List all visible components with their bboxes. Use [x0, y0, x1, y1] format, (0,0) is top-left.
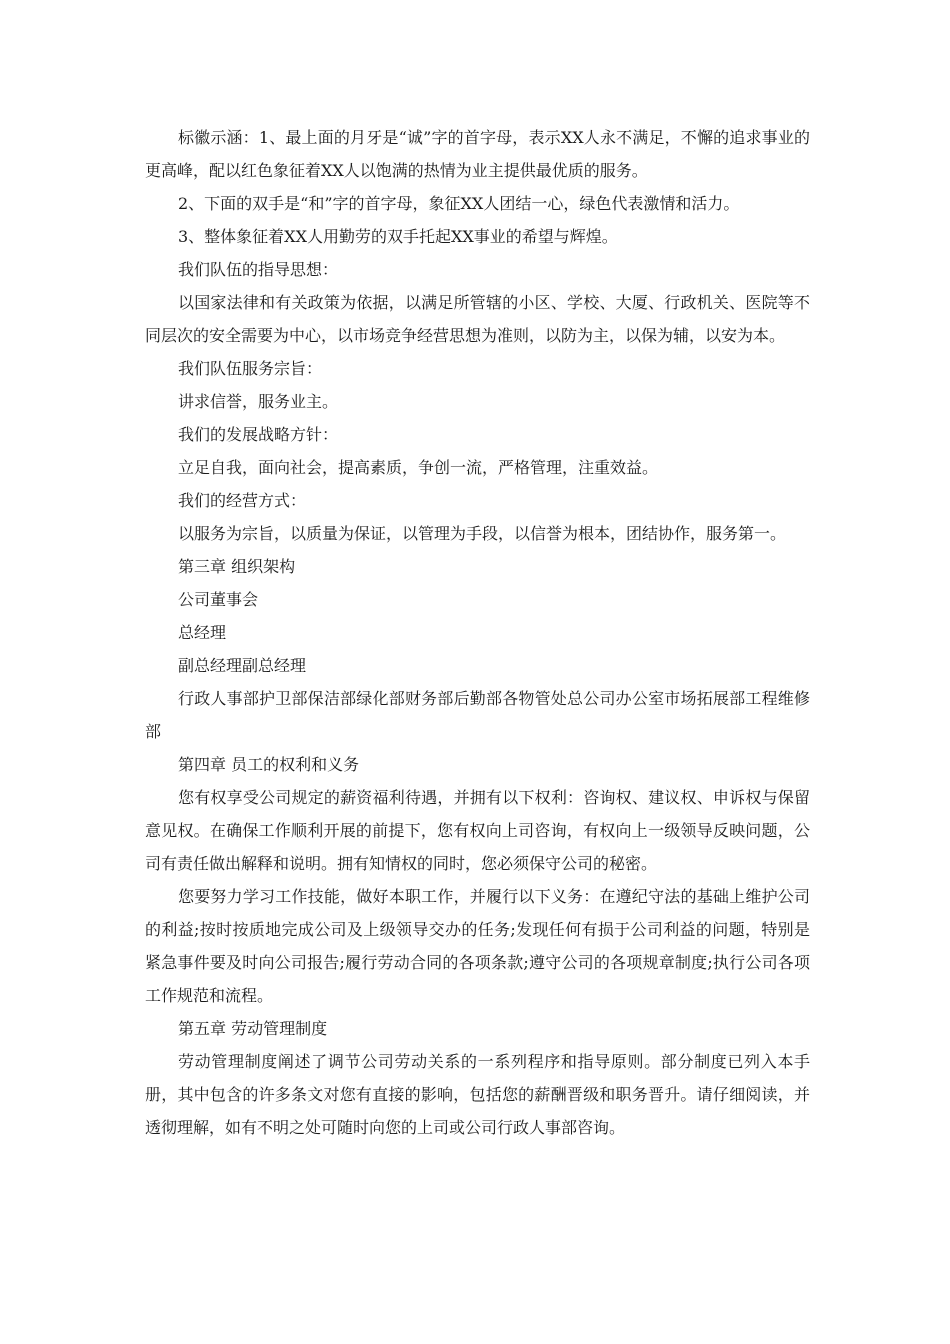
chapter-5-heading: 第五章 劳动管理制度 [178, 1019, 328, 1038]
employee-rights-paragraph: 您有权享受公司规定的薪资福利待遇，并拥有以下权利：咨询权、建议权、申诉权与保留意见权。在确保工作顺利开展的前提下，您有权向上司咨询，有权向上一级领导反映问题，公司有责任做出解释和说明。拥有知情权的同时，您必须保守公司的秘密。 [145, 788, 810, 873]
chapter-3-heading: 第三章 组织架构 [178, 557, 296, 576]
org-general-manager: 总经理 [178, 623, 227, 642]
business-mode-paragraph: 以服务为宗旨，以质量为保证，以管理为手段，以信誉为根本，团结协作，服务第一。 [178, 524, 787, 543]
document-body [145, 121, 810, 1144]
org-board: 公司董事会 [178, 590, 259, 609]
emblem-hands-paragraph: 2、下面的双手是“和”字的首字母，象征XX人团结一心，绿色代表激情和活力。 [178, 194, 740, 213]
emblem-meaning-paragraph: 标徽示涵：1、最上面的月牙是“诚”字的首字母，表示XX人永不满足，不懈的追求事业的更高峰，配以红色象征着XX人以饱满的热情为业主提供最优质的服务。 [145, 128, 810, 180]
emblem-overall-paragraph: 3、整体象征着XX人用勤劳的双手托起XX事业的希望与辉煌。 [178, 227, 618, 246]
strategy-heading: 我们的发展战略方针： [178, 425, 339, 444]
service-purpose-paragraph: 讲求信誉，服务业主。 [178, 392, 339, 411]
labor-management-paragraph: 劳动管理制度阐述了调节公司劳动关系的一系列程序和指导原则。部分制度已列入本手册，其中包含的许多条文对您有直接的影响，包括您的薪酬晋级和职务晋升。请仔细阅读，并透彻理解，如有不明之处可随时向您的上司或公司行政人事部咨询。 [145, 1052, 810, 1137]
service-purpose-heading: 我们队伍服务宗旨： [178, 359, 323, 378]
guiding-thought-paragraph: 以国家法律和有关政策为依据，以满足所管辖的小区、学校、大厦、行政机关、医院等不同层次的安全需要为中心，以市场竞争经营思想为准则，以防为主，以保为辅，以安为本。 [145, 293, 810, 345]
employee-duties-paragraph: 您要努力学习工作技能，做好本职工作，并履行以下义务：在遵纪守法的基础上维护公司的利益;按时按质地完成公司及上级领导交办的任务;发现任何有损于公司利益的问题，特别是紧急事件要及时向公司报告;履行劳动合同的各项条款;遵守公司的各项规章制度;执行公司各项工作规范和流程。 [145, 887, 810, 1005]
org-deputy-managers: 副总经理副总经理 [178, 656, 307, 675]
guiding-thought-heading: 我们队伍的指导思想： [178, 260, 339, 279]
business-mode-heading: 我们的经营方式： [178, 491, 307, 510]
org-departments: 行政人事部护卫部保洁部绿化部财务部后勤部各物管处总公司办公室市场拓展部工程维修部 [145, 689, 810, 741]
strategy-paragraph: 立足自我，面向社会，提高素质，争创一流，严格管理，注重效益。 [178, 458, 659, 477]
chapter-4-heading: 第四章 员工的权利和义务 [178, 755, 360, 774]
